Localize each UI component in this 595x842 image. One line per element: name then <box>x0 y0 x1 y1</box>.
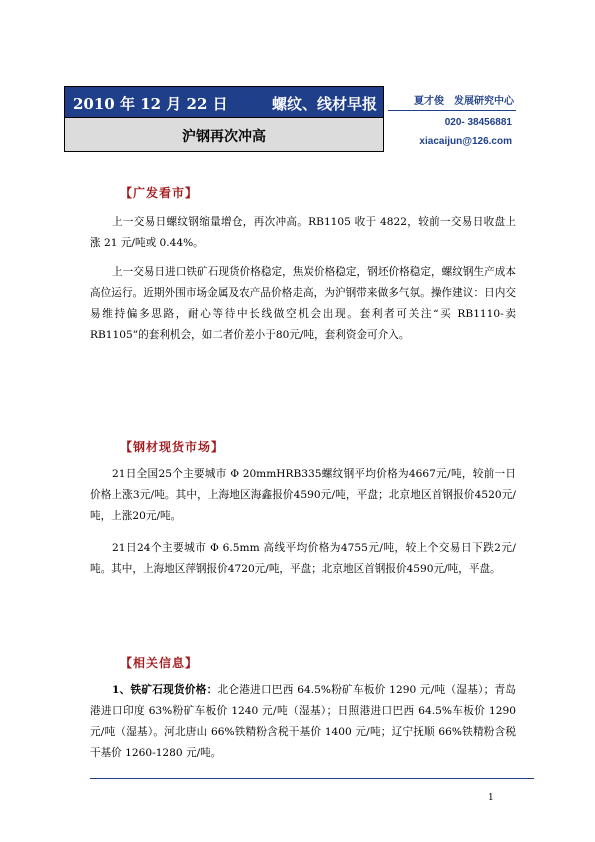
section-heading-spot-market: 【钢材现货市场】 <box>120 440 225 454</box>
author-email[interactable]: xiacaijun@126.com <box>419 136 512 147</box>
related-info-item-text: 北仑港进口巴西 64.5%粉矿车板价 1290 元/吨（湿基）；青岛港进口印度 63%粉矿车板价 1240 元/吨（湿基）；日照港进口巴西 64.5%车板价 1290 元/吨（湿基）。河北唐山 66%铁精粉含税干基价 1400 元/吨；辽宁抚顺 66%铁精粉含税干基价 1260-1280 元/吨。 <box>90 684 517 759</box>
section-heading-related-info: 【相关信息】 <box>120 656 199 670</box>
market-view-paragraph-1: 上一交易日螺纹钢缩量增仓，再次冲高。RB1105 收于 4822，较前一交易日收盘上涨 21 元/吨或 0.44%。 <box>90 216 516 249</box>
report-date: 2010 年 12 月 22 日 <box>73 95 228 113</box>
author-block <box>388 86 516 152</box>
page-number: 1 <box>488 793 494 803</box>
report-subtitle: 沪钢再次冲高 <box>182 129 266 145</box>
spot-market-paragraph-1: 21日全国25个主要城市 Φ 20mmHRB335螺纹钢平均价格为4667元/吨，较前一日价格上涨3元/吨。其中，上海地区海鑫报价4590元/吨，平盘；北京地区首钢报价4520元/吨，上涨20元/吨。 <box>90 468 516 522</box>
market-view-paragraph-2: 上一交易日进口铁矿石现货价格稳定，焦炭价格稳定，钢坯价格稳定，螺纹钢生产成本高位运行。近期外围市场金属及农产品价格走高，为沪钢带来做多气氛。操作建议：日内交易维持偏多思路，耐心等待中长线做空机会出现。套利者可关注“买 RB1110-卖 RB1105”的套利机会，如二者价差小于80元/吨，套利资金可介入。 <box>90 266 516 341</box>
section-heading-market-view: 【广发看市】 <box>120 186 199 200</box>
footer-divider <box>90 778 534 779</box>
report-header <box>64 86 516 152</box>
header-subtitle-bar <box>64 118 384 152</box>
author-divider <box>388 110 516 111</box>
author-phone: 020- 38456881 <box>444 117 512 128</box>
spot-market-paragraph-2: 21日24个主要城市 Φ 6.5mm 高线平均价格为4755元/吨，较上个交易日下跌2元/吨。其中，上海地区萍钢报价4720元/吨，平盘；北京地区首钢报价4590元/吨，平盘。 <box>90 542 516 575</box>
report-title: 螺纹、线材早报 <box>271 95 377 113</box>
related-info-item <box>90 680 516 764</box>
related-info-item-label: 1、铁矿石现货价格： <box>112 684 218 696</box>
header-title-bar <box>64 86 384 118</box>
author-name: 夏才俊 发展研究中心 <box>414 96 514 107</box>
